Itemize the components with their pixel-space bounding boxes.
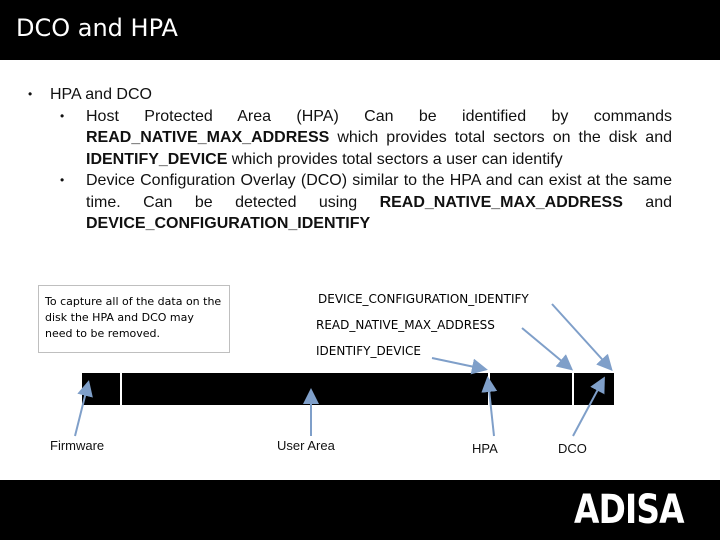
label-device-configuration-identify: DEVICE_CONFIGURATION_IDENTIFY (318, 292, 529, 306)
bullet-hpa-and-dco (28, 84, 672, 106)
adisa-logo: ADISA (574, 487, 684, 533)
bullet-dot-icon: • (60, 108, 65, 123)
text: which provides total sectors on the disk and (329, 129, 672, 146)
label-firmware: Firmware (50, 438, 105, 453)
label-hpa: HPA (472, 441, 498, 456)
label-user-area: User Area (277, 438, 335, 453)
divider-hpa (572, 373, 574, 405)
label-dco: DCO (558, 441, 587, 456)
text: which provides total sectors a user can identify (227, 150, 563, 168)
slide-content (28, 84, 672, 235)
arrow-device-config (552, 304, 610, 368)
slide-title: DCO and HPA (16, 14, 178, 42)
text: and (622, 193, 672, 211)
command-name: DEVICE_CONFIGURATION_IDENTIFY (86, 215, 371, 232)
disk-bar (82, 373, 614, 405)
bullet-dot-icon: • (28, 87, 33, 101)
note-box: To capture all of the data on the disk the HPA and DCO may need to be removed. (38, 285, 230, 353)
divider-user-area (488, 373, 490, 405)
command-name: IDENTIFY_DEVICE (86, 150, 228, 168)
command-name: READ_NATIVE_MAX_ADDRESS (86, 129, 330, 146)
bullet-text: HPA and DCO (50, 86, 152, 103)
arrow-read-native-max (522, 328, 570, 368)
text: Host Protected Area (HPA) Can be identified by commands (86, 107, 672, 125)
label-identify-device: IDENTIFY_DEVICE (316, 344, 421, 358)
bullet-dco-description (28, 170, 672, 235)
title-bar (0, 0, 720, 60)
label-read-native-max-address: READ_NATIVE_MAX_ADDRESS (316, 318, 495, 332)
bullet-dot-icon: • (60, 173, 65, 187)
text: Device Configuration Overlay (DCO) similar to the HPA and can exist at the same time. Can be detected using (86, 172, 672, 211)
arrow-identify-device (432, 358, 484, 369)
bullet-hpa-description (28, 106, 672, 171)
divider-firmware (120, 373, 122, 405)
command-name: READ_NATIVE_MAX_ADDRESS (379, 193, 623, 211)
